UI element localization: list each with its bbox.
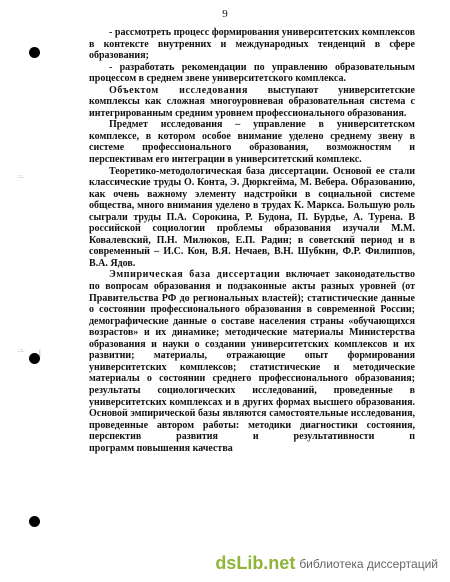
term-empirical: Эмпирическая база диссертации	[109, 269, 281, 281]
watermark-logo: dsLib.net	[215, 553, 296, 573]
paragraph-text: программ повышения качества	[89, 442, 233, 454]
margin-mark: .:::.	[18, 349, 25, 354]
punch-hole-top	[29, 47, 40, 58]
paragraph-task-4	[89, 62, 415, 85]
document-body	[89, 27, 415, 454]
margin-tick: |	[39, 348, 41, 358]
term-object: Объектом исследования	[109, 84, 248, 96]
term-subject: Предмет исследования	[109, 119, 223, 131]
punch-hole-bottom	[29, 516, 40, 527]
paragraph-theory	[89, 166, 415, 270]
paragraph-object	[89, 85, 415, 120]
margin-mark: ::.:.	[18, 175, 25, 180]
watermark	[211, 551, 442, 576]
paragraph-empirical	[89, 269, 415, 442]
watermark-subtitle: библиотека диссертаций	[299, 556, 438, 571]
paragraph-text: - разработать рекомендации по управлению образовательным процессом в среднем звене университетского комплекса.	[89, 61, 415, 85]
paragraph-empirical-continued	[89, 443, 415, 455]
paragraph-text: – управление в университетском комплексе, в котором особое внимание уделено среднему звену в системе профессионального образования, возможностям и перспективам его интеграции в университетский комплекс.	[89, 119, 415, 166]
paragraph-task-3	[89, 27, 415, 62]
term-theory: Теоретико-методологическая база диссертации.	[109, 165, 329, 177]
page-number: 9	[222, 8, 228, 20]
paragraph-text: выступают университетские комплексы как сложная многоуровневая образовательная система с интегрированным средним уровнем профессионального образования.	[89, 84, 415, 119]
paragraph-text: Основой ее стали классические труды О. Конта, Э. Дюркгейма, М. Вебера. Образованию, как очень важному элементу надстройки в социальной системе общества, много внимания уделено в трудах К. Маркса. Большую роль сыграли труды П.А. Сорокина, Р. Будона, П. Бурдье, А. Турена. В российской социологии проблемы образования изучали М.М. Ковалевский, П.Н. Милюков, Е.П. Радин; в советский период и в современный – И.С. Кон, В.Я. Нечаев, В.Н. Шубкин, Ф.Р. Филиппов, В.А. Ядов.	[89, 165, 415, 269]
paragraph-subject	[89, 119, 415, 165]
paragraph-text: - рассмотреть процесс формирования университетских комплексов в контексте внутренних и международных тенденций в сфере образования;	[89, 27, 415, 62]
paragraph-text: включает законодательство по вопросам образования и подзаконные акты разных уровней (от Правительства РФ до региональных властей); статистические данные о состоянии профессионального образования в современной России; демографические данные о составе населения страны «обучающихся возрастов» и их динамике; методические материалы Министерства образования и науки о создании университетских комплексов и их развитии; материалы, отражающие опыт формирования университетских комплексов; статистические и методические материалы о состоянии среднего профессионального образования; результаты социологических исследований, проведенные в университетских комплексах и в других формах высшего образования. Основой эмпирической базы являются самостоятельные исследования, проведенные автором работы: методики диагностики состояния, перспектив развития и результативности п	[89, 269, 415, 443]
